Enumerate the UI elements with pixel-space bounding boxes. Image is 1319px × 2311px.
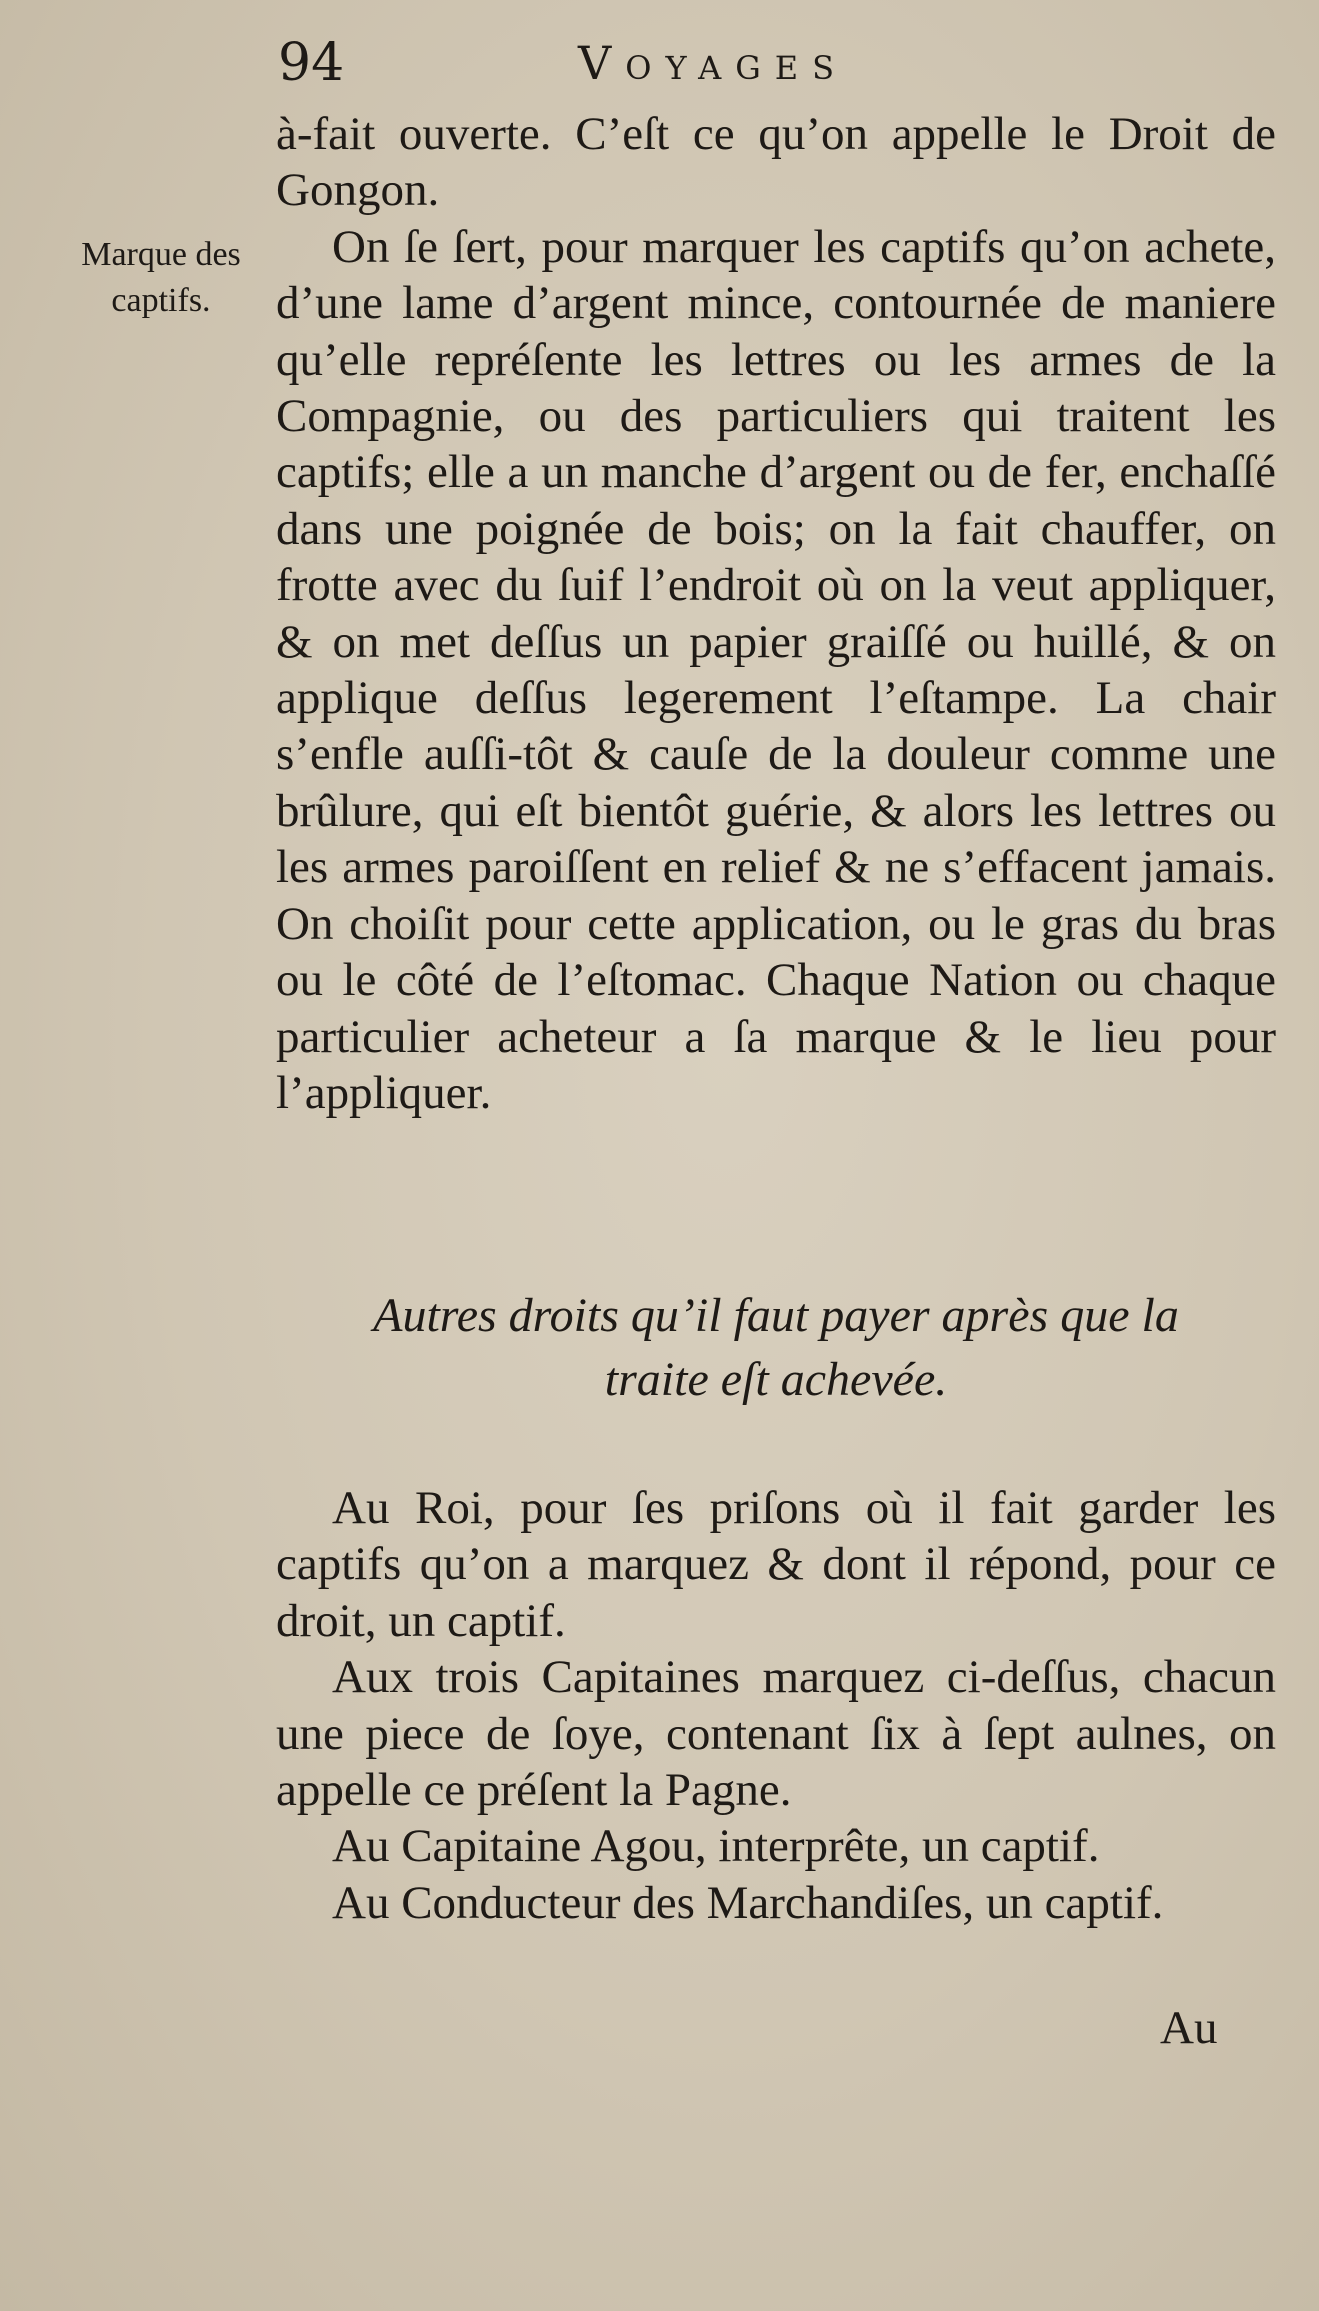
duty-item: Au Roi, pour ſes priſons où il fait garder les captifs qu’on a marquez & dont il répond, pour ce droit, un captif. (276, 1482, 1276, 1647)
paragraph-continuation: à-fait ouverte. C’eſt ce qu’on appelle le Droit de Gongon. (276, 108, 1276, 217)
running-head: Voyages (578, 36, 849, 90)
duty-item: Au Conducteur des Marchandiſes, un captif. (332, 1876, 1164, 1929)
section-heading (276, 1284, 1276, 1412)
duty-item: Aux trois Capitaines marquez ci-deſſus, chacun une piece de ſoye, contenant ſix à ſept aulnes, on appelle ce préſent la Pagne. (276, 1651, 1276, 1817)
page-number: 94 (278, 33, 345, 93)
duties-list (276, 1480, 1276, 1931)
section-heading-line-2: traite eſt achevée. (604, 1353, 948, 1406)
margin-note-line-1: Marque des (81, 236, 241, 273)
duty-item: Au Capitaine Agou, interprête, un captif. (332, 1820, 1100, 1873)
main-text (276, 106, 1276, 1121)
margin-note (56, 232, 266, 324)
section-heading-line-1: Autres droits qu’il faut payer après que la (373, 1289, 1179, 1342)
paragraph-marking-captives: On ſe ſert, pour marquer les captifs qu’on achete, d’une lame d’argent mince, contournée de maniere qu’elle repréſente les lettres ou les armes de la Compagnie, ou des particuliers qui traitent les captifs; elle a un manche d’argent ou de fer, enchaſſé dans une poignée de bois; on la fait chauffer, on frotte avec du ſuif l’endroit où on la veut appliquer, & on met deſſus un papier graiſſé ou huillé, & on applique deſſus legerement l’eſtampe. La chair s’enfle auſſi-tôt & cauſe de la douleur comme une brûlure, qui eſt bientôt guérie, & alors les lettres ou les armes paroiſſent en relief & ne s’effacent jamais. On choiſit pour cette application, ou le gras du bras ou le côté de l’eſtomac. Chaque Nation ou chaque particulier acheteur a ſa marque & le lieu pour l’appliquer. (276, 220, 1276, 1119)
catchword: Au (1160, 2002, 1218, 2054)
page-header (278, 28, 1278, 98)
margin-note-line-2: captifs. (111, 282, 211, 319)
